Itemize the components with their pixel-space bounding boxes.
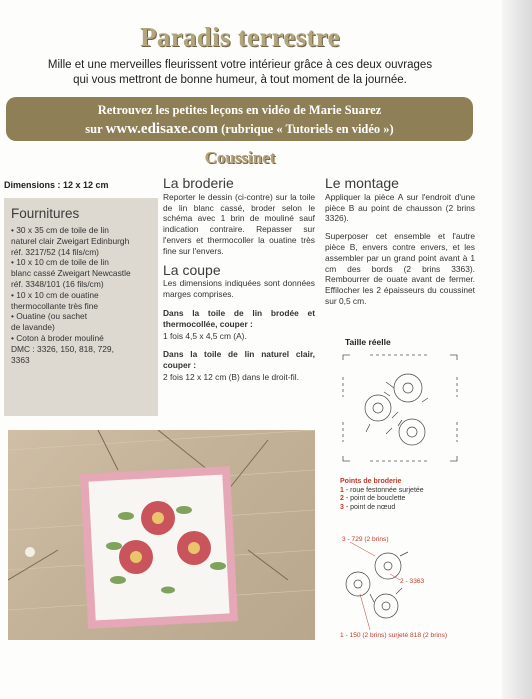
fournitures-box xyxy=(4,198,158,416)
banner-line-1: Retrouvez les petites leçons en vidéo de Marie Suarez xyxy=(97,103,382,117)
points-num: 2 xyxy=(340,495,344,503)
coupe-sub2-text: 2 fois 12 x 12 cm (B) dans le droit-fil. xyxy=(163,371,299,382)
points-legend xyxy=(340,478,424,512)
fournitures-line: réf. 3348/101 (16 fils/cm) xyxy=(11,278,104,289)
broderie-heading: La broderie xyxy=(163,175,234,191)
annotation-150: 1 - 150 (2 brins) surjeté 818 (2 brins) xyxy=(340,632,448,639)
page-title: Paradis terrestre xyxy=(140,22,340,52)
banner-suffix: (rubrique « Tutoriels en vidéo ») xyxy=(218,122,394,136)
section-title: Coussinet xyxy=(204,148,276,167)
annotation-729: 3 - 729 (2 brins) xyxy=(342,536,389,543)
middle-column xyxy=(163,175,315,383)
fournitures-list xyxy=(11,225,152,365)
points-num: 1 xyxy=(340,486,344,494)
video-banner xyxy=(6,97,473,141)
points-label: - point de bouclette xyxy=(343,495,406,503)
cushion-photo xyxy=(8,430,315,640)
fournitures-line: • Coton à broder mouliné xyxy=(11,332,104,343)
montage-p1: Appliquer la pièce A sur l'endroit d'une pièce B au point de chausson (2 brins 3326). xyxy=(325,191,475,224)
fournitures-line: blanc cassé Zweigart Newcastle xyxy=(11,268,131,279)
points-item xyxy=(340,487,424,496)
coupe-sub1: Dans la toile de lin brodée et thermocollée, couper : xyxy=(163,307,315,329)
flower-outlines xyxy=(365,374,428,445)
banner-url-link[interactable]: www.edisaxe.com xyxy=(105,121,219,137)
intro-text xyxy=(30,58,450,88)
dimensions-label: Dimensions : 12 x 12 cm xyxy=(4,180,109,190)
taille-reelle-label: Taille réelle xyxy=(345,337,391,347)
points-label: - point de nœud xyxy=(343,503,396,511)
fournitures-line: réf. 3217/52 (14 fils/cm) xyxy=(11,246,99,257)
fournitures-line: • 10 x 10 cm de toile de lin xyxy=(11,257,109,268)
page-edge-shadow xyxy=(502,0,532,699)
banner-line-2 xyxy=(6,120,473,139)
fournitures-line: DMC : 3326, 150, 818, 729, xyxy=(11,343,114,354)
points-label: - roue festonnée surjetée xyxy=(343,486,424,494)
coupe-text: Les dimensions indiquées sont données marges comprises. xyxy=(163,278,315,300)
pin-head xyxy=(25,547,35,557)
points-item xyxy=(340,504,424,513)
coupe-sub2: Dans la toile de lin naturel clair, couper : xyxy=(163,349,315,371)
fournitures-line: naturel clair Zweigart Edinburgh xyxy=(11,235,130,246)
annotation-3363: 2 - 3363 xyxy=(400,578,425,585)
points-title: Points de broderie xyxy=(340,478,402,485)
intro-line: Mille et une merveilles fleurissent votre intérieur grâce à ces deux ouvrages xyxy=(47,59,433,71)
fournitures-line: 3363 xyxy=(11,354,30,365)
coupe-heading: La coupe xyxy=(163,261,221,278)
points-item xyxy=(340,495,424,504)
crop-marks xyxy=(343,355,457,461)
fournitures-line: • Ouatine (ou sachet xyxy=(11,311,88,322)
stitch-diagram xyxy=(330,532,480,640)
cushion-photo-illustration xyxy=(8,430,315,640)
stitch-flowers xyxy=(346,552,408,618)
fournitures-line: thermocollante très fine xyxy=(11,300,99,311)
montage-p2: Superposer cet ensemble et l'autre pièce B, envers contre envers, et les assembler par un grand point avant à 1 cm des bords (2 brins 3363). Rembourrer de ouate avant de fermer. Effilocher les 2 épaisseurs du coussinet sur 0,5 cm. xyxy=(325,231,475,306)
banner-prefix: sur xyxy=(85,122,106,136)
embroidery-pattern-diagram xyxy=(340,352,460,464)
right-column xyxy=(325,175,475,313)
fournitures-line: • 30 x 35 cm de toile de lin xyxy=(11,225,109,235)
points-num: 3 xyxy=(340,503,344,511)
montage-heading: Le montage xyxy=(325,175,399,191)
intro-line: qui vous mettront de bonne humeur, à tout moment de la journée. xyxy=(73,74,407,86)
broderie-text: Reporter le dessin (ci-contre) sur la toile de lin blanc cassé, broder selon le schéma avec 1 brin de mouliné sauf indication contraire. Repasser sur l'envers et thermocoller la ouatine très fine sur l'envers. xyxy=(163,191,315,256)
fournitures-line: • 10 x 10 cm de ouatine xyxy=(11,289,99,300)
annotation-leaders xyxy=(350,542,400,630)
fournitures-line: de lavande) xyxy=(11,322,55,333)
fournitures-heading: Fournitures xyxy=(11,206,80,221)
coupe-sub1-text: 1 fois 4,5 x 4,5 cm (A). xyxy=(163,330,247,341)
